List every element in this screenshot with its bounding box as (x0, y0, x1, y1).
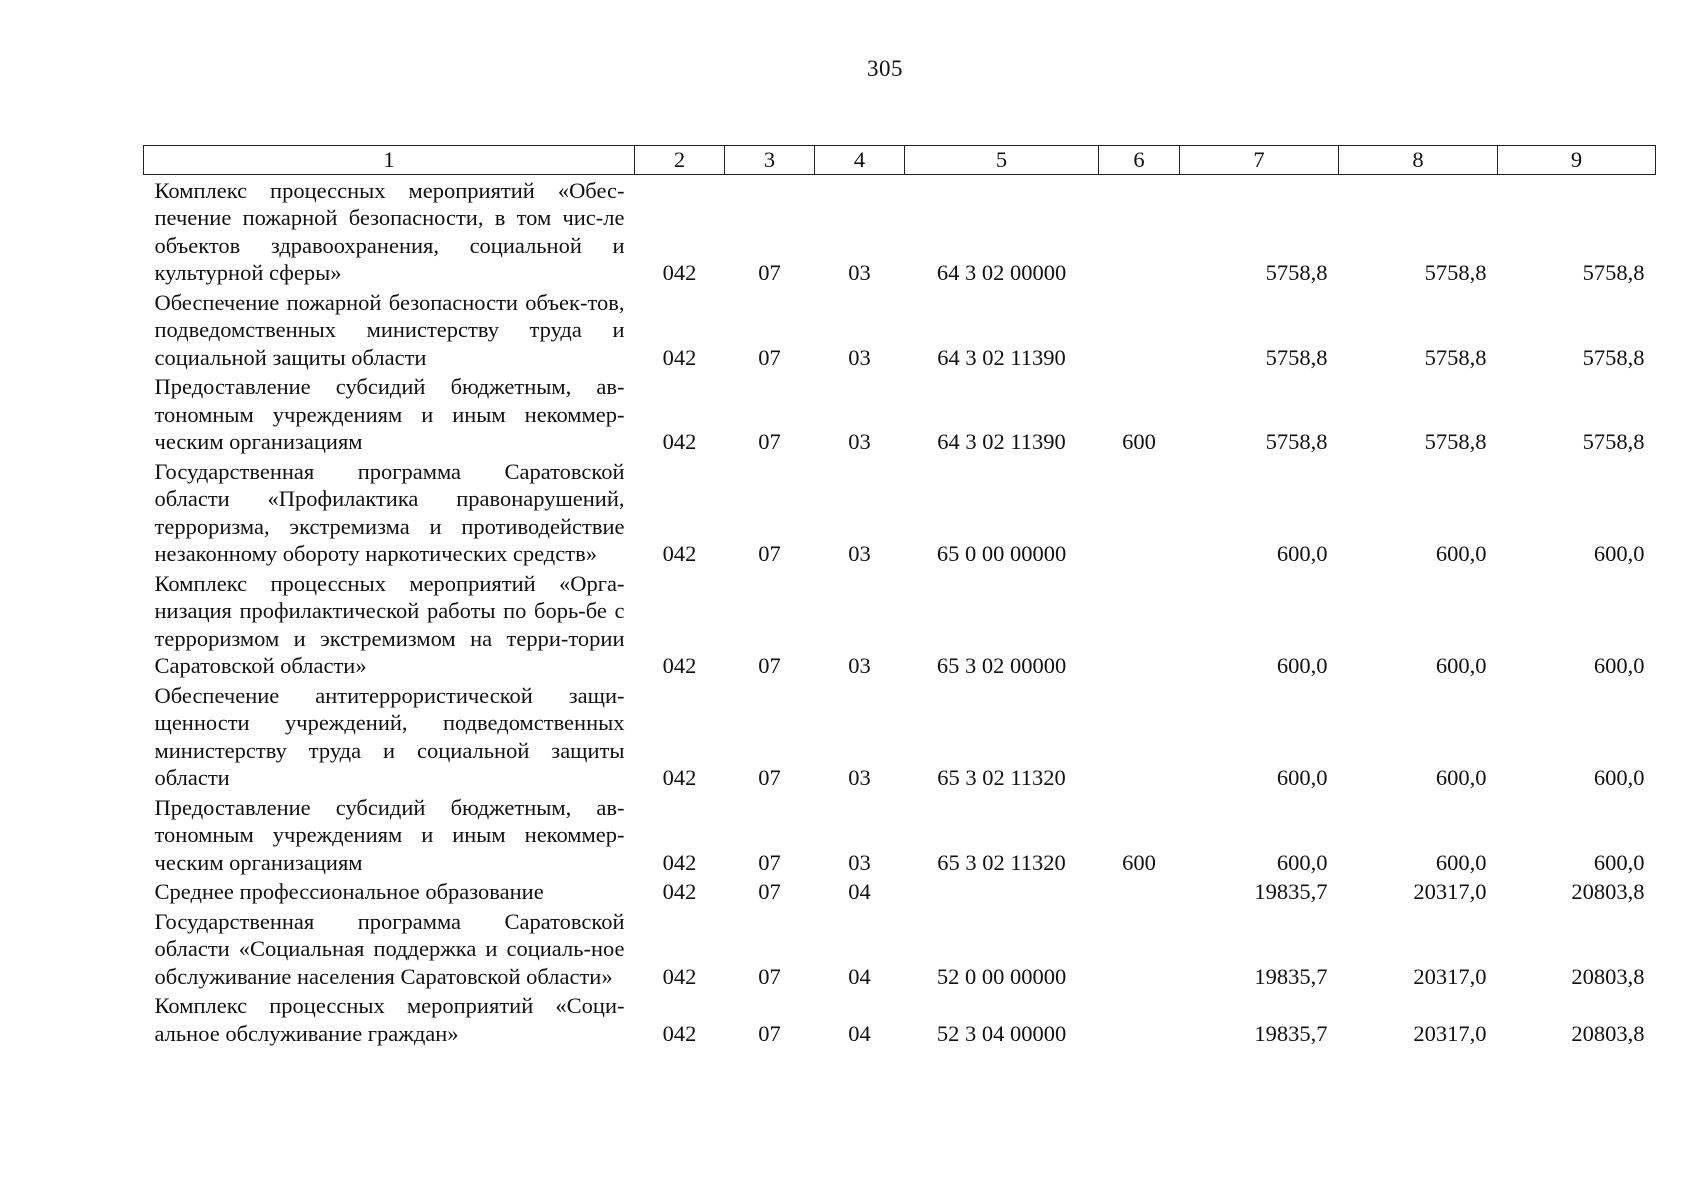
row-col-5: 64 3 02 11390 (937, 344, 1066, 370)
row-col-5: 65 3 02 11320 (937, 849, 1066, 875)
row-col-2: 042 (662, 849, 697, 875)
column-header-8: 8 (1339, 146, 1498, 175)
row-col-7: 19835,7 (1254, 963, 1328, 989)
row-col-6 (1099, 990, 1180, 1047)
column-header-9: 9 (1498, 146, 1656, 175)
row-col-3: 07 (758, 849, 781, 875)
row-col-7: 5758,8 (1265, 260, 1328, 285)
table-header-row (144, 146, 1656, 175)
row-col-2: 042 (662, 541, 697, 566)
column-header-2: 2 (635, 146, 725, 175)
row-col-2: 042 (662, 653, 697, 678)
row-col-8: 20317,0 (1413, 879, 1487, 904)
row-col-8: 600,0 (1435, 765, 1487, 790)
row-col-7: 5758,8 (1265, 344, 1328, 370)
table-row (144, 906, 1656, 991)
row-col-7: 600,0 (1276, 653, 1328, 678)
table-row (144, 876, 1656, 906)
row-col-4: 04 (848, 1020, 871, 1046)
row-col-5: 64 3 02 11390 (937, 429, 1066, 454)
row-col-8: 5758,8 (1424, 260, 1487, 285)
row-col-9: 600,0 (1593, 653, 1645, 678)
row-col-2: 042 (662, 429, 697, 454)
row-col-4: 03 (848, 765, 871, 790)
row-col-7: 600,0 (1276, 541, 1328, 566)
table-row (144, 680, 1656, 792)
row-name: Комплекс процессных мероприятий «Орга-низация профилактической работы по борь-бе с терроризмом и экстремизмом на терри-тории Саратовской области» (154, 570, 625, 678)
row-col-8: 600,0 (1435, 541, 1487, 566)
row-col-6 (1099, 906, 1180, 991)
column-header-7: 7 (1180, 146, 1339, 175)
row-col-7: 600,0 (1276, 849, 1328, 875)
row-col-4: 03 (848, 849, 871, 875)
row-col-6 (1099, 568, 1180, 680)
row-col-3: 07 (758, 879, 781, 904)
column-header-5: 5 (905, 146, 1099, 175)
row-col-3: 07 (758, 653, 781, 678)
row-col-3: 07 (758, 260, 781, 285)
table-row (144, 287, 1656, 372)
table-body (144, 174, 1656, 1047)
table-row (144, 568, 1656, 680)
budget-table (143, 145, 1656, 1047)
row-col-9: 5758,8 (1582, 429, 1645, 454)
row-col-5: 52 3 04 00000 (936, 1020, 1067, 1046)
table-row (144, 456, 1656, 568)
row-name: Комплекс процессных мероприятий «Обес-печение пожарной безопасности, в том чис-ле объектов здравоохранения, социальной и культурной сферы» (154, 177, 625, 285)
row-col-7: 5758,8 (1265, 429, 1328, 454)
row-col-4: 03 (848, 653, 871, 678)
row-col-6 (1099, 876, 1180, 906)
row-col-2: 042 (662, 963, 697, 989)
column-header-6: 6 (1099, 146, 1180, 175)
row-col-5: 52 0 00 00000 (936, 963, 1067, 989)
row-col-9: 600,0 (1593, 849, 1645, 875)
row-col-9: 20803,8 (1571, 879, 1645, 904)
row-name: Обеспечение пожарной безопасности объек-тов, подведомственных министерству труда и социальной защиты области (154, 289, 625, 370)
row-col-5: 65 3 02 00000 (936, 653, 1067, 678)
row-col-6: 600 (1122, 849, 1156, 875)
row-col-3: 07 (758, 1020, 781, 1046)
row-col-4: 03 (848, 260, 871, 285)
row-col-8: 5758,8 (1424, 344, 1487, 370)
row-col-9: 20803,8 (1571, 1020, 1645, 1046)
row-col-7: 19835,7 (1254, 1020, 1328, 1046)
row-col-8: 20317,0 (1413, 1020, 1487, 1046)
row-col-2: 042 (662, 765, 697, 790)
row-name: Государственная программа Саратовской области «Социальная поддержка и социаль-ное обслуживание населения Саратовской области» (154, 908, 625, 989)
table-row (144, 792, 1656, 877)
row-col-5: 64 3 02 00000 (936, 260, 1067, 285)
row-col-9: 600,0 (1593, 765, 1645, 790)
column-header-3: 3 (725, 146, 815, 175)
row-col-5: 65 0 00 00000 (936, 541, 1067, 566)
row-col-9: 600,0 (1593, 541, 1645, 566)
page-number: 305 (867, 56, 903, 81)
table-row (144, 371, 1656, 456)
row-col-6 (1099, 287, 1180, 372)
row-col-8: 600,0 (1435, 849, 1487, 875)
table-row (144, 990, 1656, 1047)
row-col-6 (1099, 456, 1180, 568)
row-col-8: 5758,8 (1424, 429, 1487, 454)
row-col-9: 20803,8 (1571, 963, 1645, 989)
row-col-3: 07 (758, 429, 781, 454)
row-col-4: 04 (848, 963, 871, 989)
row-name: Среднее профессиональное образование (154, 879, 544, 904)
row-col-3: 07 (758, 765, 781, 790)
row-col-4: 03 (848, 541, 871, 566)
row-col-3: 07 (758, 541, 781, 566)
table-row (144, 174, 1656, 287)
row-col-2: 042 (662, 344, 697, 370)
row-col-3: 07 (758, 963, 781, 989)
row-col-4: 03 (848, 344, 871, 370)
column-header-4: 4 (815, 146, 905, 175)
row-col-5 (905, 876, 1099, 906)
row-col-8: 600,0 (1435, 653, 1487, 678)
row-col-6 (1099, 680, 1180, 792)
row-name: Предоставление субсидий бюджетным, ав-тономным учреждениям и иным некоммер-ческим организациям (154, 794, 625, 875)
row-col-6: 600 (1122, 429, 1156, 454)
row-col-2: 042 (662, 260, 697, 285)
column-header-1: 1 (144, 146, 635, 175)
row-col-6 (1099, 174, 1180, 287)
row-col-4: 03 (848, 429, 871, 454)
row-name: Обеспечение антитеррористической защи-щенности учреждений, подведомственных министерству труда и социальной защиты области (154, 682, 625, 790)
row-col-9: 5758,8 (1582, 344, 1645, 370)
row-col-2: 042 (662, 879, 697, 904)
row-col-7: 600,0 (1276, 765, 1328, 790)
row-name: Государственная программа Саратовской области «Профилактика правонарушений, терроризма, экстремизма и противодействие незаконному обороту наркотических средств» (154, 458, 625, 566)
row-name: Комплекс процессных мероприятий «Соци-альное обслуживание граждан» (154, 993, 625, 1046)
row-col-9: 5758,8 (1582, 260, 1645, 285)
row-col-8: 20317,0 (1413, 963, 1487, 989)
row-name: Предоставление субсидий бюджетным, ав-тономным учреждениям и иным некоммер-ческим организациям (154, 374, 625, 454)
row-col-4: 04 (848, 879, 871, 904)
row-col-2: 042 (662, 1020, 697, 1046)
row-col-7: 19835,7 (1254, 879, 1328, 904)
row-col-3: 07 (758, 344, 781, 370)
row-col-5: 65 3 02 11320 (937, 765, 1066, 790)
